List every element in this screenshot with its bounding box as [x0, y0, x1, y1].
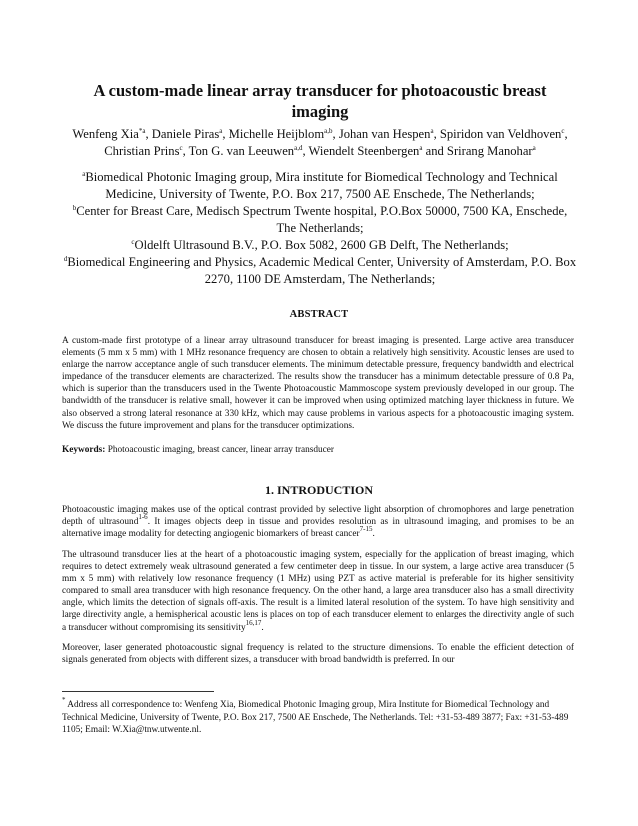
author-affiliation-mark: a,b [324, 127, 333, 135]
author-affiliation-mark: a [532, 144, 536, 152]
affiliation-text: Oldelft Ultrasound B.V., P.O. Box 5082, 2600 GB Delft, The Netherlands; [134, 238, 509, 252]
author-name: , Spiridon van Veldhoven [433, 127, 562, 141]
author-name: Wenfeng Xia [72, 127, 139, 141]
affiliation-mark: d [63, 255, 68, 263]
affiliation-item [62, 169, 578, 203]
affiliation-mark: a [82, 170, 86, 178]
keywords-text: Photoacoustic imaging, breast cancer, linear array transducer [105, 445, 334, 455]
citation-mark: 16,17 [245, 618, 262, 627]
author-name: and Srirang Manohar [422, 144, 533, 158]
intro-paragraph-1 [62, 504, 574, 540]
author-name: , Daniele Piras [145, 127, 220, 141]
citation-mark: 7-15 [359, 525, 373, 534]
author-affiliation-mark: a [219, 127, 223, 135]
footnote-divider [62, 691, 214, 692]
affiliation-item [62, 237, 578, 254]
paragraph-text: Photoacoustic imaging makes use of the optical contrast provided by selective light absorption of chromophores and large penetration depth of ultrasound [62, 505, 574, 528]
paragraph-text: . [261, 622, 264, 633]
paragraph-text: The ultrasound transducer lies at the heart of a photoacoustic imaging system, especially for the application of breast imaging, which requires to detect extremely weak ultrasound generated a few centimeter deep in tissue. In our system, a large active area transducer (5 mm x 5 mm) with relatively low resonance frequency (1 MHz) using PZT as active material is preferable for its higher sensitivity compared to small area transducer with high resonance frequency. On the other hand, a large area transducer also has a small directivity angle, which limits the detection of signals off-axis. The result is a limited lateral resolution of the system. To have high sensitivity and large directivity angle, a hemispherical acoustic lens is places on top of each transducer element to enlarges the directivity angle of such a transducer without compromising its sensitivity [62, 550, 574, 633]
paragraph-text: . It images objects deep in tissue and provides resolution as in ultrasound imaging, and promises to be an alternative image modality for detecting angiogenic biomarkers of breast cancer [62, 517, 574, 540]
affiliation-text: Center for Breast Care, Medisch Spectrum Twente hospital, P.O.Box 50000, 7500 KA, Enschede, The Netherlands; [76, 204, 568, 235]
affiliation-mark: b [72, 204, 77, 212]
footnote [62, 696, 574, 737]
affiliation-mark: c [131, 238, 135, 246]
abstract-text: A custom-made first prototype of a linear array ultrasound transducer for breast imaging is presented. Large active area transducer elements (5 mm x 5 mm) with 1 MHz resonance frequency are chosen to obtain a relatively high sensitivity. Acoustic lenses are used to enlarge the narrow acceptance angle of such transducer elements. The minimum detectable pressure, frequency bandwidth and electrical impedance of the transducer elements are characterized. The results show the transducer has a minimum detectable pressure of 0.8 Pa, which is superior than the transducers used in the Twente Photoacoustic Mammoscope system previously developed in our group. The bandwidth of the transducer is relative small, however it can be improved when using optimized matching layer thickness in future. We also observed a strong lateral resonance at 330 kHz, which may cause problems in various aspects for a photoacoustic imaging system. We discuss the future improvement and plans for the transducer optimizations. [62, 336, 574, 431]
section-heading-introduction: 1. INTRODUCTION [264, 483, 373, 497]
affiliation-list [62, 169, 578, 288]
author-affiliation-mark: a,d [294, 144, 303, 152]
affiliation-item [62, 254, 578, 288]
paper-title: A custom-made linear array transducer for photoacoustic breast imaging [93, 81, 547, 121]
affiliation-text: Biomedical Engineering and Physics, Academic Medical Center, University of Amsterdam, P.O. Box 2270, 1100 DE Amsterdam, The Netherlands; [67, 255, 577, 286]
author-affiliation-mark: a [430, 127, 434, 135]
author-affiliation-mark: c [561, 127, 565, 135]
author-name: , Christian Prins [104, 127, 568, 158]
author-list [62, 126, 578, 160]
keywords-line [62, 444, 574, 456]
affiliation-text: Biomedical Photonic Imaging group, Mira institute for Biomedical Technology and Technical Medicine, University of Twente, P.O. Box 217, 7500 AE Enschede, The Netherlands; [85, 170, 558, 201]
footnote-text: Address all correspondence to: Wenfeng Xia, Biomedical Photonic Imaging group, Mira Institute for Biomedical Technology and Technical Medicine, University of Twente, P.O. Box 217, 7500 AE Enschede, The Netherlands. Tel: +31-53-489 3877; Fax: +31-53-489 1105; Email: W.Xia@tnw.utwente.nl. [62, 700, 569, 735]
author-affiliation-mark: *a [138, 127, 146, 135]
author-name: , Ton G. van Leeuwen [182, 144, 295, 158]
abstract-heading: ABSTRACT [289, 309, 349, 320]
footnote-mark: * [62, 696, 66, 704]
keywords-label: Keywords: [62, 445, 106, 455]
author-name: , Michelle Heijblom [222, 127, 325, 141]
citation-mark: 1-6 [138, 513, 148, 522]
intro-paragraph-2 [62, 549, 574, 634]
author-name: , Wiendelt Steenbergen [302, 144, 420, 158]
author-name: , Johan van Hespen [332, 127, 431, 141]
author-affiliation-mark: a [419, 144, 423, 152]
paragraph-text: . [372, 529, 375, 540]
intro-paragraph-3: Moreover, laser generated photoacoustic signal frequency is related to the structure dimensions. To enable the efficient detection of signals generated from objects with different sizes, a transducer with broad bandwidth is preferred. In our [62, 643, 574, 666]
affiliation-item [62, 203, 578, 237]
author-affiliation-mark: c [179, 144, 183, 152]
